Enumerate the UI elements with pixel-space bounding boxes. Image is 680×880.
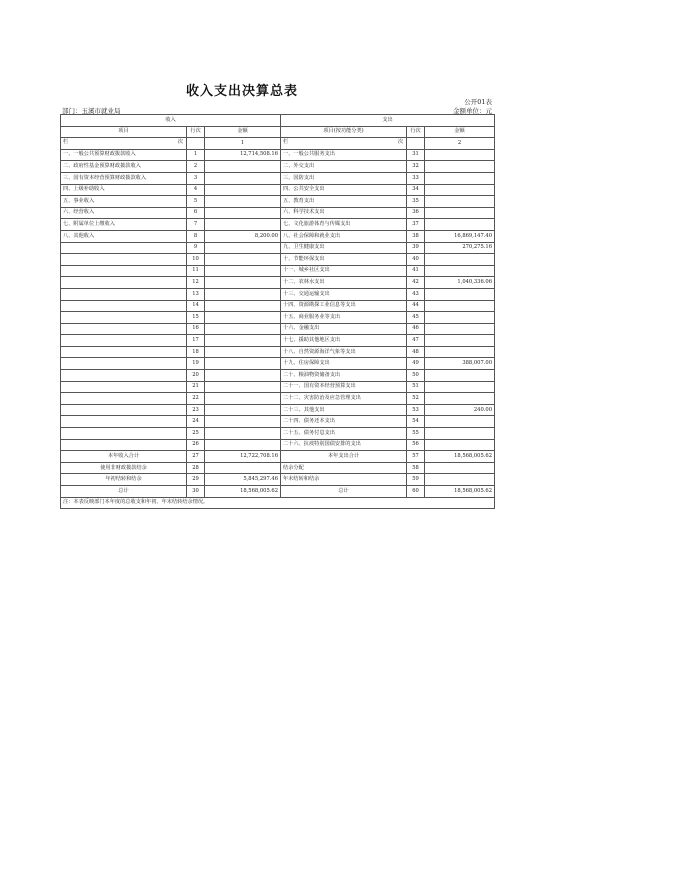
expense-line-no: 40 [407,254,425,266]
income-amount [205,346,281,358]
expense-amount [425,161,495,173]
income-amount [205,265,281,277]
income-item [61,265,187,277]
table-note: 注：本表反映部门本年度的总收支和年初、年末结转结余情况。 [61,497,495,509]
summary-income-item: 本年收入合计 [61,451,187,463]
table-row [61,358,495,370]
expense-item: 二十五、债务付息支出 [281,428,407,440]
summary-income-line-no: 29 [187,474,205,486]
expense-line-no: 38 [407,230,425,242]
form-number: 公开01表 [464,98,492,106]
income-line-no: 14 [187,300,205,312]
income-amount [205,161,281,173]
expense-amount [425,172,495,184]
income-amount [205,393,281,405]
expense-item: 七、文化旅游体育与传媒支出 [281,219,407,231]
summary-income-item: 总计 [61,486,187,498]
expense-line-no: 56 [407,439,425,451]
income-section-header: 收入 [61,115,281,127]
income-amount [205,439,281,451]
table-row [61,346,495,358]
expense-amount [425,184,495,196]
income-amount: 8,200.00 [205,230,281,242]
summary-income-line-no: 27 [187,451,205,463]
report-title: 收入支出决算总表 [186,84,299,99]
income-item [61,288,187,300]
expense-line-no-header: 行次 [407,126,425,138]
summary-expense-line-no: 60 [407,486,425,498]
expense-line-no: 37 [407,219,425,231]
expense-item: 二十、粮油物资储备支出 [281,370,407,382]
summary-income-amount [205,462,281,474]
expense-amount [425,370,495,382]
expense-line-no: 43 [407,288,425,300]
expense-line-no: 34 [407,184,425,196]
table-row [61,370,495,382]
expense-item: 十二、农林水支出 [281,277,407,289]
lan-label: 栏 [283,139,289,146]
summary-expense-amount [425,474,495,486]
income-amount [205,370,281,382]
expense-line-no: 53 [407,404,425,416]
table-row [61,439,495,451]
income-amount [205,416,281,428]
expense-amount [425,312,495,324]
income-line-no: 9 [187,242,205,254]
expense-line-no: 41 [407,265,425,277]
income-amount [205,323,281,335]
expense-item: 二十四、债务还本支出 [281,416,407,428]
expense-amount-header: 金额 [425,126,495,138]
income-line-no: 10 [187,254,205,266]
section-header-row [61,115,495,127]
summary-row [61,462,495,474]
expense-item: 十六、金融支出 [281,323,407,335]
income-item: 七、附属单位上缴收入 [61,219,187,231]
expense-amount [425,288,495,300]
income-amount [205,404,281,416]
income-amount [205,242,281,254]
income-line-no: 3 [187,172,205,184]
income-line-no: 25 [187,428,205,440]
table-row [61,381,495,393]
ci-label: 次 [397,139,404,146]
income-amount [205,172,281,184]
empty-cell [187,138,205,150]
expense-item: 二、外交支出 [281,161,407,173]
expense-item: 三、国防支出 [281,172,407,184]
income-line-no-header: 行次 [187,126,205,138]
table-row [61,219,495,231]
table-row [61,428,495,440]
expense-line-no: 44 [407,300,425,312]
expense-amount [425,393,495,405]
income-item: 五、事业收入 [61,196,187,208]
table-row [61,288,495,300]
expense-lanci-cell [281,138,407,150]
income-lanci-cell [61,138,187,150]
table-row [61,393,495,405]
income-column-index: 1 [205,138,281,150]
income-item [61,416,187,428]
expense-amount: 240.00 [425,404,495,416]
income-amount [205,254,281,266]
table-row [61,230,495,242]
expense-amount: 16,869,147.40 [425,230,495,242]
income-line-no: 5 [187,196,205,208]
expense-line-no: 31 [407,149,425,161]
column-index-row [61,138,495,150]
table-row [61,323,495,335]
income-item [61,370,187,382]
income-amount [205,184,281,196]
expense-item: 二十一、国有资本经营预算支出 [281,381,407,393]
expense-line-no: 36 [407,207,425,219]
expense-amount [425,335,495,347]
income-line-no: 8 [187,230,205,242]
expense-item: 十九、住房保障支出 [281,358,407,370]
income-item [61,381,187,393]
expense-amount: 270,275.16 [425,242,495,254]
income-item [61,335,187,347]
income-item [61,439,187,451]
income-amount [205,219,281,231]
income-amount: 12,714,508.16 [205,149,281,161]
summary-expense-amount [425,462,495,474]
expense-line-no: 54 [407,416,425,428]
summary-expense-amount: 18,568,005.62 [425,451,495,463]
summary-income-line-no: 30 [187,486,205,498]
income-item [61,393,187,405]
expense-line-no: 49 [407,358,425,370]
table-row [61,172,495,184]
income-line-no: 24 [187,416,205,428]
income-line-no: 4 [187,184,205,196]
expense-amount [425,207,495,219]
income-line-no: 6 [187,207,205,219]
department-label: 部门：玉溪市就业局 [62,107,121,115]
income-item [61,312,187,324]
expense-line-no: 35 [407,196,425,208]
table-row [61,265,495,277]
income-amount [205,428,281,440]
income-item-header: 项目 [61,126,187,138]
income-item: 八、其他收入 [61,230,187,242]
summary-row [61,474,495,486]
summary-expense-line-no: 58 [407,462,425,474]
income-item: 六、经营收入 [61,207,187,219]
expense-line-no: 55 [407,428,425,440]
table-row [61,404,495,416]
expense-amount [425,265,495,277]
income-item [61,254,187,266]
expense-amount [425,428,495,440]
expense-amount [425,323,495,335]
expense-line-no: 51 [407,381,425,393]
expense-line-no: 45 [407,312,425,324]
expense-item: 四、公共安全支出 [281,184,407,196]
amount-unit-label: 金额单位：元 [453,107,492,115]
expense-item: 二十六、抗疫特别国债安排的支出 [281,439,407,451]
income-amount [205,288,281,300]
expense-amount [425,149,495,161]
expense-amount [425,346,495,358]
summary-row [61,451,495,463]
income-line-no: 23 [187,404,205,416]
expense-amount [425,219,495,231]
expense-line-no: 32 [407,161,425,173]
summary-expense-item: 总计 [281,486,407,498]
table-row [61,242,495,254]
expense-column-index: 2 [425,138,495,150]
income-expense-table [60,114,495,509]
expense-item: 十、节能环保支出 [281,254,407,266]
income-amount [205,381,281,393]
expense-line-no: 46 [407,323,425,335]
summary-income-amount: 5,845,297.46 [205,474,281,486]
summary-income-item: 年初结转和结余 [61,474,187,486]
summary-expense-item: 年末结转和结余 [281,474,407,486]
income-line-no: 12 [187,277,205,289]
expense-item: 二十三、其他支出 [281,404,407,416]
table-row [61,254,495,266]
expense-line-no: 47 [407,335,425,347]
income-amount [205,277,281,289]
income-line-no: 13 [187,288,205,300]
expense-item: 八、社会保障和就业支出 [281,230,407,242]
income-item [61,404,187,416]
table-row [61,196,495,208]
income-amount [205,196,281,208]
expense-item: 十四、资源勘探工业信息等支出 [281,300,407,312]
expense-line-no: 50 [407,370,425,382]
lan-label: 栏 [63,139,69,146]
income-line-no: 7 [187,219,205,231]
income-item: 一、一般公共预算财政拨款收入 [61,149,187,161]
table-row [61,161,495,173]
income-amount-header: 金额 [205,126,281,138]
expense-section-header: 支出 [281,115,495,127]
table-row [61,300,495,312]
income-line-no: 1 [187,149,205,161]
expense-item: 十八、自然资源海洋气象等支出 [281,346,407,358]
table-row [61,335,495,347]
income-item [61,358,187,370]
summary-expense-line-no: 59 [407,474,425,486]
income-line-no: 21 [187,381,205,393]
empty-cell [407,138,425,150]
summary-row [61,486,495,498]
income-item: 二、政府性基金预算财政拨款收入 [61,161,187,173]
expense-line-no: 33 [407,172,425,184]
column-header-row [61,126,495,138]
expense-item: 九、卫生健康支出 [281,242,407,254]
summary-income-line-no: 28 [187,462,205,474]
note-row [61,497,495,509]
expense-item: 一、一般公共服务支出 [281,149,407,161]
income-line-no: 16 [187,323,205,335]
ci-label: 次 [177,139,183,146]
expense-line-no: 42 [407,277,425,289]
expense-item: 十一、城乡社区支出 [281,265,407,277]
summary-income-amount: 18,568,005.62 [205,486,281,498]
income-line-no: 2 [187,161,205,173]
income-line-no: 17 [187,335,205,347]
income-item: 四、上级补助收入 [61,184,187,196]
expense-amount [425,254,495,266]
income-line-no: 19 [187,358,205,370]
income-line-no: 15 [187,312,205,324]
income-item [61,242,187,254]
expense-line-no: 39 [407,242,425,254]
expense-amount [425,300,495,312]
table-row [61,277,495,289]
expense-item: 六、科学技术支出 [281,207,407,219]
income-line-no: 20 [187,370,205,382]
expense-amount [425,381,495,393]
expense-item: 五、教育支出 [281,196,407,208]
expense-amount [425,196,495,208]
table-row [61,184,495,196]
expense-line-no: 48 [407,346,425,358]
income-amount [205,335,281,347]
expense-line-no: 52 [407,393,425,405]
income-item [61,346,187,358]
income-line-no: 18 [187,346,205,358]
expense-amount [425,416,495,428]
summary-income-item: 使用非财政拨款结余 [61,462,187,474]
expense-item-header: 项目(按功能分类) [281,126,407,138]
income-line-no: 11 [187,265,205,277]
expense-item: 十三、交通运输支出 [281,288,407,300]
summary-expense-item: 结余分配 [281,462,407,474]
income-item [61,428,187,440]
summary-income-amount: 12,722,708.16 [205,451,281,463]
summary-expense-amount: 18,568,005.62 [425,486,495,498]
table-row [61,312,495,324]
expense-item: 二十二、灾害防治及应急管理支出 [281,393,407,405]
expense-amount: 388,007.00 [425,358,495,370]
summary-expense-line-no: 57 [407,451,425,463]
expense-amount [425,439,495,451]
expense-amount: 1,040,336.06 [425,277,495,289]
income-amount [205,300,281,312]
income-item [61,277,187,289]
income-item [61,300,187,312]
table-row [61,149,495,161]
income-item: 三、国有资本经营预算财政拨款收入 [61,172,187,184]
table-row [61,207,495,219]
income-item [61,323,187,335]
summary-expense-item: 本年支出合计 [281,451,407,463]
income-amount [205,312,281,324]
expense-item: 十五、商业服务业等支出 [281,312,407,324]
income-amount [205,207,281,219]
income-amount [205,358,281,370]
income-line-no: 26 [187,439,205,451]
table-row [61,416,495,428]
income-line-no: 22 [187,393,205,405]
expense-item: 十七、援助其他地区支出 [281,335,407,347]
